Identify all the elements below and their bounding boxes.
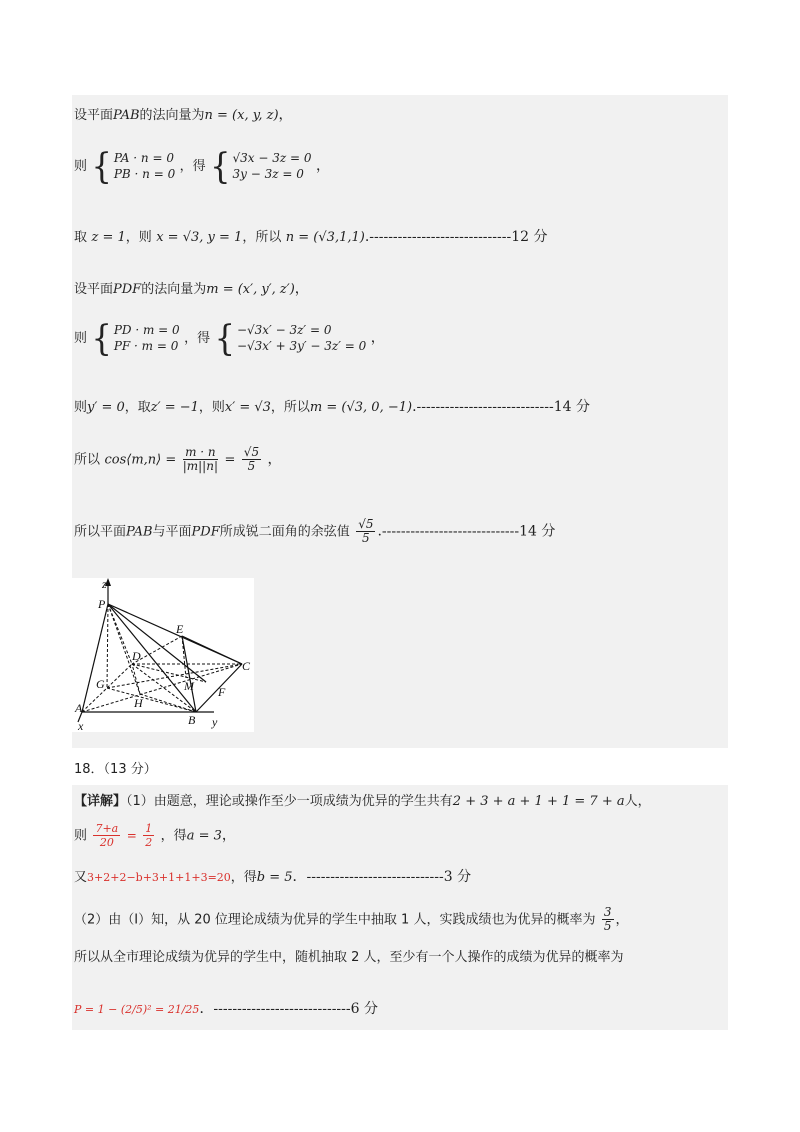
line-18-1: 【详解】（1）由题意，理论或操作至少一项成绩为优异的学生共有2 + 3 + a + 1 + 1 = 7 + a人， [74,794,651,809]
label-H: H [134,696,143,710]
line-plane-pab-normal: 设平面PAB的法向量为n = (x, y, z)， [74,107,293,123]
edge-PB [108,604,196,712]
fraction-3-5: $\frac{3}{5}$ [603,905,612,933]
label-B: B [188,713,196,727]
fraction-1-2: $\frac{1}{2}$ [145,822,153,849]
line-18-2: 则 $\frac{7+a}{20}$ = $\frac{1}{2}$ ，得a = 3， [74,822,236,849]
line-18-4: （2）由（Ⅰ）知，从 20 位理论成绩为优异的学生中抽取 1 人，实践成绩也为优异的概率为 $\frac{3}{5}$ ， [74,905,629,933]
line-system-pab: 则 { PA · n = 0 PB · n = 0 ，得 { √3x − 3z = 0 3y − 3z = 0 ， [74,145,330,187]
figure-labels [74,578,251,732]
fraction-answer: $\frac{√5}{5}$ [358,517,374,545]
edge-HB [140,694,196,712]
label-P: P [98,597,106,611]
fraction-sqrt5-over-5: $\frac{√5}{5}$ [243,445,260,473]
equation-system-2: { √3x − 3z = 0 3y − 3z = 0 [210,145,312,187]
line-system-pdf: 则 { PD · m = 0 PF · m = 0 ，得 { −√3x′ − 3z′ = 0 −√3x′ + 3y′ − 3z′ = 0 ， [74,317,385,359]
line-m-result: 则y′ = 0，取z′ = −1，则x′ = √3，所以m = (√3, 0, −1).-----------------------------14 分 [74,399,590,415]
label-D: D [132,649,141,663]
line-18-6: P = 1 − (2/5)² = 21/25．-----------------------------6 分 [74,1001,378,1017]
label-A: A [75,701,83,715]
line-18-5: 所以从全市理论成绩为优异的学生中，随机抽取 2 人，至少有一个人操作的成绩为优异的概率为 [74,950,624,965]
line-plane-pdf-normal: 设平面PDF的法向量为m = (x′, y′, z′)， [74,281,309,297]
label-F: F [218,685,226,699]
edge-EB [182,636,196,712]
fraction-7a-20: $\frac{7+a}{20}$ [95,822,119,849]
equation-system-1: { PA · n = 0 PB · n = 0 [91,145,176,187]
fraction-mn: $\frac{m \cdot n}{|m||n|}$ [182,445,218,473]
equation-system-3: { PD · m = 0 PF · m = 0 [91,317,180,359]
edge-PG [107,604,108,688]
question-18-heading: 18．（13 分） [74,762,157,777]
pyramid-figure [72,578,254,732]
label-G: G [96,677,105,691]
label-M: M [184,679,194,693]
line-cosine: 所以 cos⟨m,n⟩ = $\frac{m \cdot n}{|m||n|}$ = $\frac{√5}{5}$ ， [74,445,282,473]
edge-EC [182,636,242,664]
line-n-result: 取 z = 1，则 x = √3, y = 1，所以 n = (√3,1,1).------------------------------12 分 [74,229,548,245]
label-x: x [78,719,84,732]
line-18-3: 又3+2+2−b+3+1+1+3=20，得b = 5．-----------------------------3 分 [74,869,472,885]
line-conclusion-17: 所以平面PAB与平面PDF所成锐二面角的余弦值 $\frac{√5}{5}$ .-----------------------------14 分 [74,517,556,545]
label-y: y [212,715,218,729]
equation-system-4: { −√3x′ − 3z′ = 0 −√3x′ + 3y′ − 3z′ = 0 [214,317,367,359]
label-C: C [242,659,251,673]
edge-PA [82,604,108,712]
label-E: E [176,622,184,636]
label-z: z [102,578,107,591]
